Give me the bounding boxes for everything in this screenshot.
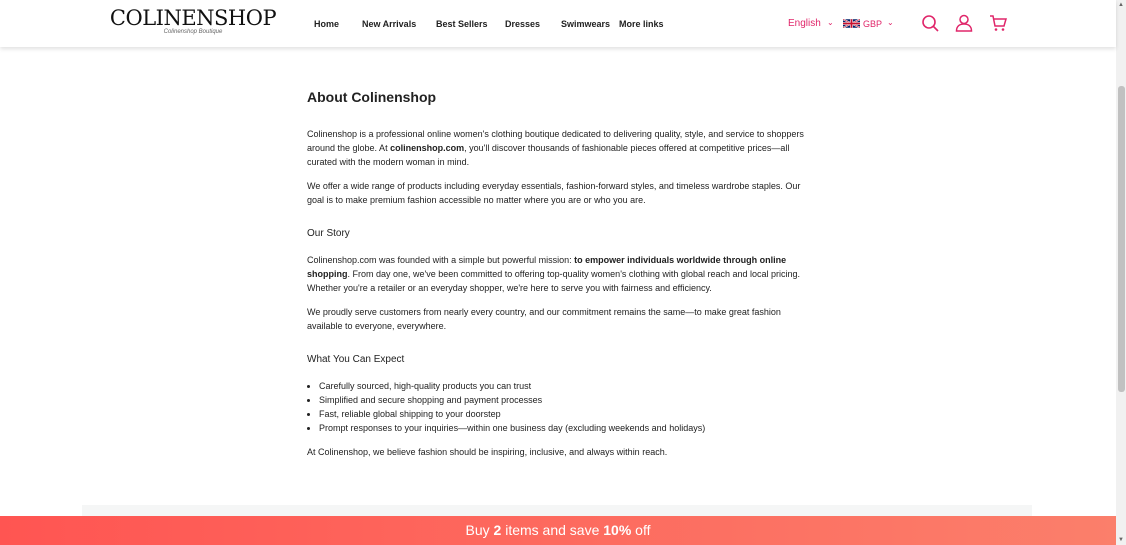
customers-paragraph: We proudly serve customers from nearly every country, and our commitment remains the same—to make great fashion available to everyone, everywhere. <box>307 307 781 331</box>
scroll-down-icon[interactable]: ▼ <box>1118 537 1124 543</box>
list-item: • Carefully sourced, high-quality products you can trust <box>319 379 807 393</box>
closing-paragraph: At Colinenshop, we believe fashion should be inspiring, inclusive, and always within reach. <box>307 447 668 457</box>
scrollbar-thumb[interactable] <box>1118 86 1125 392</box>
uk-flag-icon <box>843 18 860 29</box>
text: Colinenshop.com was founded with a simple but powerful mission: <box>307 255 575 265</box>
text: , you'll discover thousands of fashionable pieces offered at competitive prices—all curated with the modern woman in mind. <box>307 143 790 167</box>
list-item: • Fast, reliable global shipping to your doorstep <box>319 407 807 421</box>
chevron-down-icon[interactable]: ⌄ <box>827 18 834 27</box>
nav-more-links[interactable]: More links <box>619 19 664 29</box>
products-paragraph: We offer a wide range of products including everyday essentials, fashion-forward styles, and timeless wardrobe staples. Our goal is to make premium fashion accessible no matter where you are or who you are. <box>307 181 801 205</box>
nav-home[interactable]: Home <box>314 19 340 29</box>
scrollbar[interactable] <box>1116 0 1126 545</box>
page-title: About Colinenshop <box>307 89 437 105</box>
expect-heading: What You Can Expect <box>307 354 405 365</box>
about-content <box>307 88 807 469</box>
expect-list <box>319 379 807 435</box>
cart-icon[interactable] <box>989 14 1007 32</box>
nav-new-arrivals[interactable]: New Arrivals <box>362 19 417 29</box>
scroll-up-icon[interactable]: ▲ <box>1118 2 1124 8</box>
text: Buy <box>465 522 494 538</box>
nav-swimwears[interactable]: Swimwears <box>561 19 611 29</box>
chevron-down-icon[interactable]: ⌄ <box>887 18 894 27</box>
mission-text: to empower individuals worldwide through online shopping <box>307 255 787 279</box>
text: 2 <box>493 522 502 538</box>
nav-best-sellers[interactable]: Best Sellers <box>436 19 488 29</box>
currency-selector[interactable]: GBP <box>863 19 883 29</box>
search-icon[interactable] <box>921 14 939 32</box>
account-icon[interactable] <box>955 14 973 32</box>
logo-text: COLINENSHOP <box>109 6 277 30</box>
site-name: colinenshop.com <box>390 143 465 153</box>
language-selector[interactable]: English <box>788 18 821 29</box>
text: items and save <box>501 522 604 538</box>
logo-subtitle: Colinenshop Boutique <box>163 29 223 35</box>
intro-paragraph <box>307 127 807 169</box>
nav-dresses[interactable]: Dresses <box>505 19 541 29</box>
logo[interactable] <box>109 6 277 35</box>
list-item: • Prompt responses to your inquiries—within one business day (excluding weekends and holidays) <box>319 421 807 435</box>
text: 10% <box>603 522 632 538</box>
story-paragraph <box>307 253 807 295</box>
text: Colinenshop is a professional online women's clothing boutique dedicated to delivering quality, style, and service to shoppers around the globe. At <box>307 129 804 153</box>
site-header <box>0 0 1116 47</box>
list-item: • Simplified and secure shopping and payment processes <box>319 393 807 407</box>
story-heading: Our Story <box>307 228 350 239</box>
text: . From day one, we've been committed to offering top-quality women's clothing with global reach and local pricing. Whether you're a retailer or an everyday shopper, we're here to serve you with fairness and efficiency. <box>307 269 801 293</box>
promo-banner[interactable] <box>0 516 1116 545</box>
text: off <box>631 522 651 538</box>
